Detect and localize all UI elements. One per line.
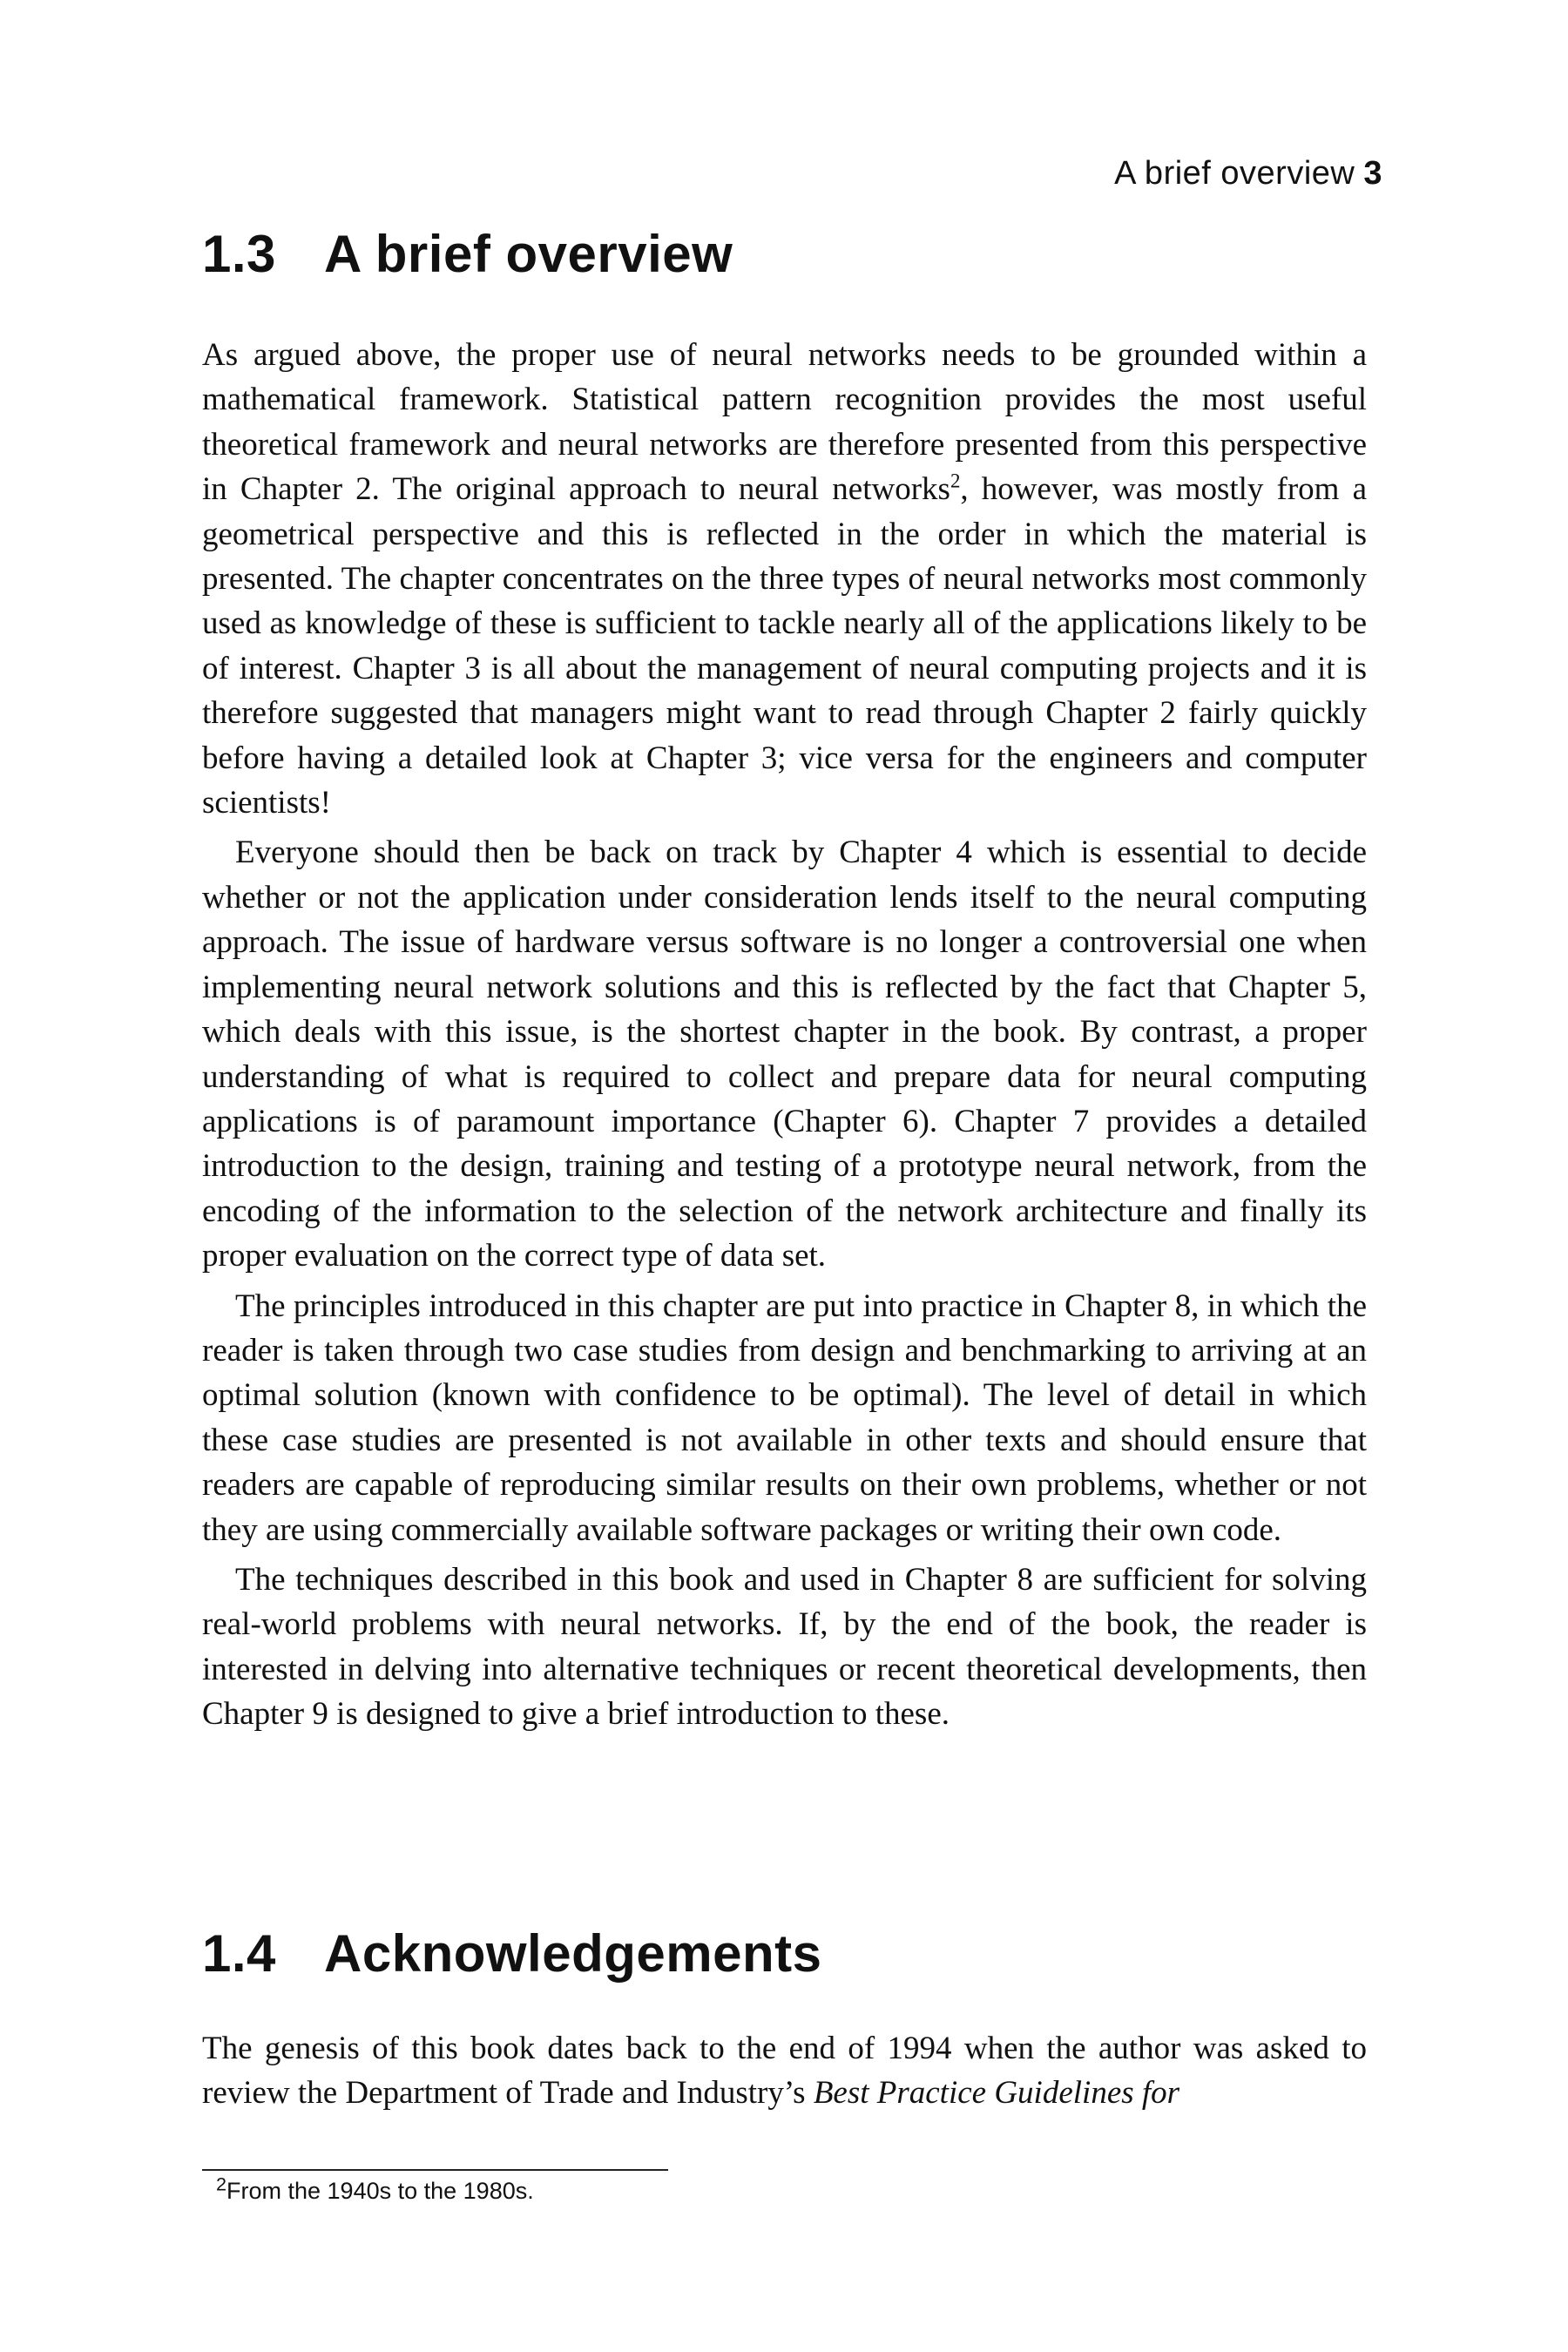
section-title: A brief overview xyxy=(324,225,733,283)
paragraph-text: , however, was mostly from a geometrical perspective and this is reflected in the order in which the material is presented. The chapter concentrates on the three types of neural networks most commonly used as knowledge of these is sufficient to tackle nearly all of the applications likely to be of interest. Chapter 3 is all about the management of neural computing projects and it is therefore suggested that managers might want to read through Chapter 2 fairly quickly before having a detailed look at Chapter 3; vice versa for the engineers and computer scientists! xyxy=(202,471,1367,821)
section-number: 1.4 xyxy=(202,1924,276,1983)
footnote-text: From the 1940s to the 1980s. xyxy=(226,2178,534,2204)
footnote-divider xyxy=(202,2169,668,2171)
paragraph xyxy=(202,2026,1367,2116)
italic-title: Best Practice Guidelines for xyxy=(813,2075,1180,2112)
paragraph: The principles introduced in this chapter are put into practice in Chapter 8, in which the reader is taken through two case studies from design and benchmarking to arriving at an optimal solution (known with confidence to be optimal). The level of detail in which these case studies are presented is not available in other texts and should ensure that readers are capable of reproducing similar results on their own problems, whether or not they are using commercially available software packages or writing their own code. xyxy=(202,1288,1367,1548)
paragraph: The techniques described in this book and used in Chapter 8 are sufficient for solving real-world problems with neural networks. If, by the end of the book, the reader is interested in delving into alternative techniques or recent theoretical developments, then Chapter 9 is designed to give a brief introduction to these. xyxy=(202,1561,1367,1733)
footnote xyxy=(216,2173,534,2205)
running-head xyxy=(1114,155,1382,193)
section-1-3-body xyxy=(202,333,1367,1742)
section-1-4-body xyxy=(202,2026,1367,2121)
section-heading-1-4 xyxy=(202,1924,822,1983)
paragraph xyxy=(202,333,1367,825)
footnote-marker: 2 xyxy=(216,2173,227,2195)
paragraph-text: The genesis of this book dates back to the end of 1994 when the author was asked to review the Department of Trade and Industry’s xyxy=(202,2031,1367,2112)
page-number: 3 xyxy=(1363,155,1382,192)
running-head-title: A brief overview xyxy=(1114,155,1355,192)
section-number: 1.3 xyxy=(202,225,276,283)
paragraph-text: As argued above, the proper use of neural networks needs to be grounded within a mathematical framework. Statistical pattern recognition provides the most useful theoretical framework and neural networks are therefore presented from this perspective in Chapter 2. The original approach to neural networks xyxy=(202,337,1367,508)
section-heading-1-3 xyxy=(202,225,733,283)
footnote-marker: 2 xyxy=(950,470,961,492)
section-title: Acknowledgements xyxy=(324,1924,822,1983)
paragraph: Everyone should then be back on track by Chapter 4 which is essential to decide whether or not the application under consideration lends itself to the neural computing approach. The issue of hardware versus software is no longer a controversial one when implementing neural network solutions and this is reflected by the fact that Chapter 5, which deals with this issue, is the shortest chapter in the book. By contrast, a proper understanding of what is required to collect and prepare data for neural computing applications is of paramount importance (Chapter 6). Chapter 7 provides a detailed introduction to the design, training and testing of a prototype neural network, from the encoding of the information to the selection of the network architecture and finally its proper evaluation on the correct type of data set. xyxy=(202,835,1367,1274)
